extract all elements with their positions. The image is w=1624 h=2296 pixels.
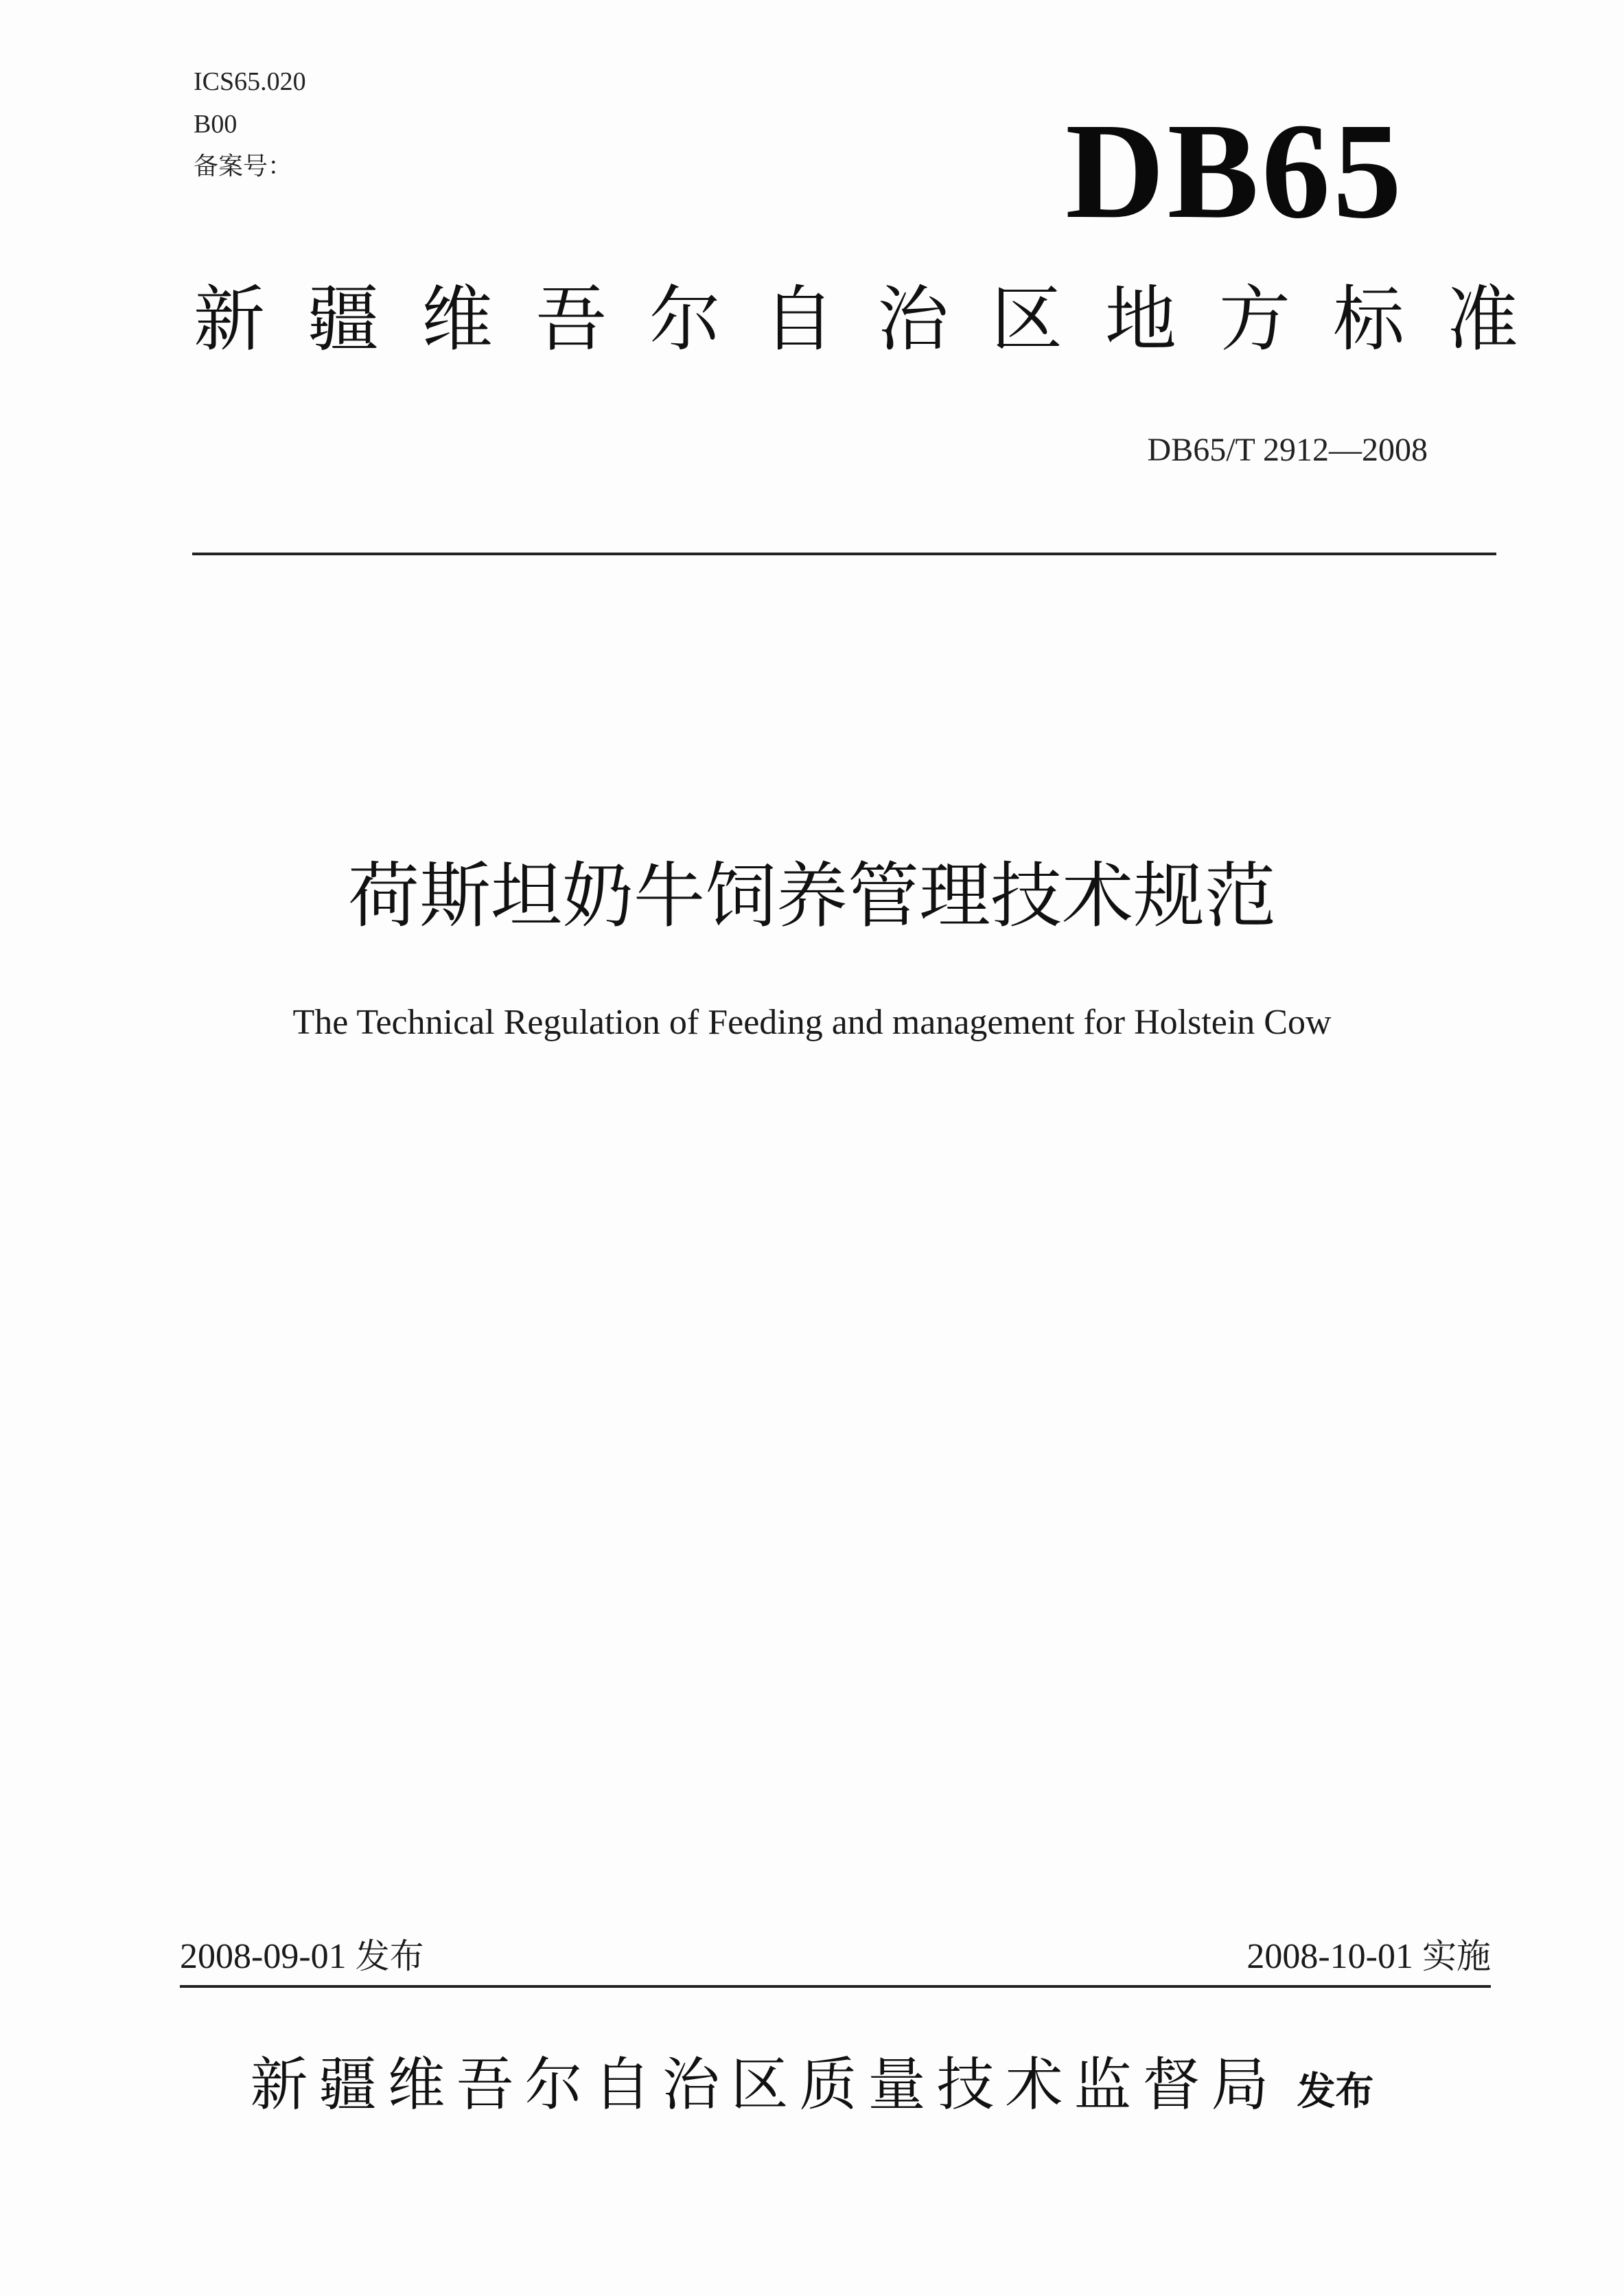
record-number-label: 备案号： <box>194 152 293 181</box>
issue-date-block <box>180 1929 424 1978</box>
document-title-chinese: 荷斯坦奶牛饲养管理技术规范 <box>347 854 1276 938</box>
issuer-suffix: 发布 <box>1297 2069 1374 2114</box>
classification-block <box>194 60 306 188</box>
implement-date-block <box>1246 1929 1491 1978</box>
standard-number: DB65/T 2912—2008 <box>1147 432 1428 468</box>
ics-code: ICS65.020 <box>194 67 306 96</box>
issuer-name: 新疆维吾尔自治区质量技术监督局 <box>250 2051 1280 2118</box>
standard-category-title: 新疆维吾尔自治区地方标准 <box>194 277 1562 361</box>
class-code: B00 <box>194 110 237 139</box>
document-title-english: The Technical Regulation of Feeding and management for Holstein Cow <box>292 1003 1332 1042</box>
top-divider <box>192 553 1496 555</box>
issuer-line <box>0 2039 1624 2122</box>
bottom-divider <box>180 1985 1491 1988</box>
implement-date: 2008-10-01 <box>1246 1937 1413 1976</box>
standard-mark: DB65 <box>1065 95 1404 247</box>
implement-label: 实施 <box>1422 1936 1491 1976</box>
issue-date: 2008-09-01 <box>180 1937 347 1976</box>
issue-label: 发布 <box>355 1936 424 1976</box>
date-row <box>180 1929 1491 1978</box>
